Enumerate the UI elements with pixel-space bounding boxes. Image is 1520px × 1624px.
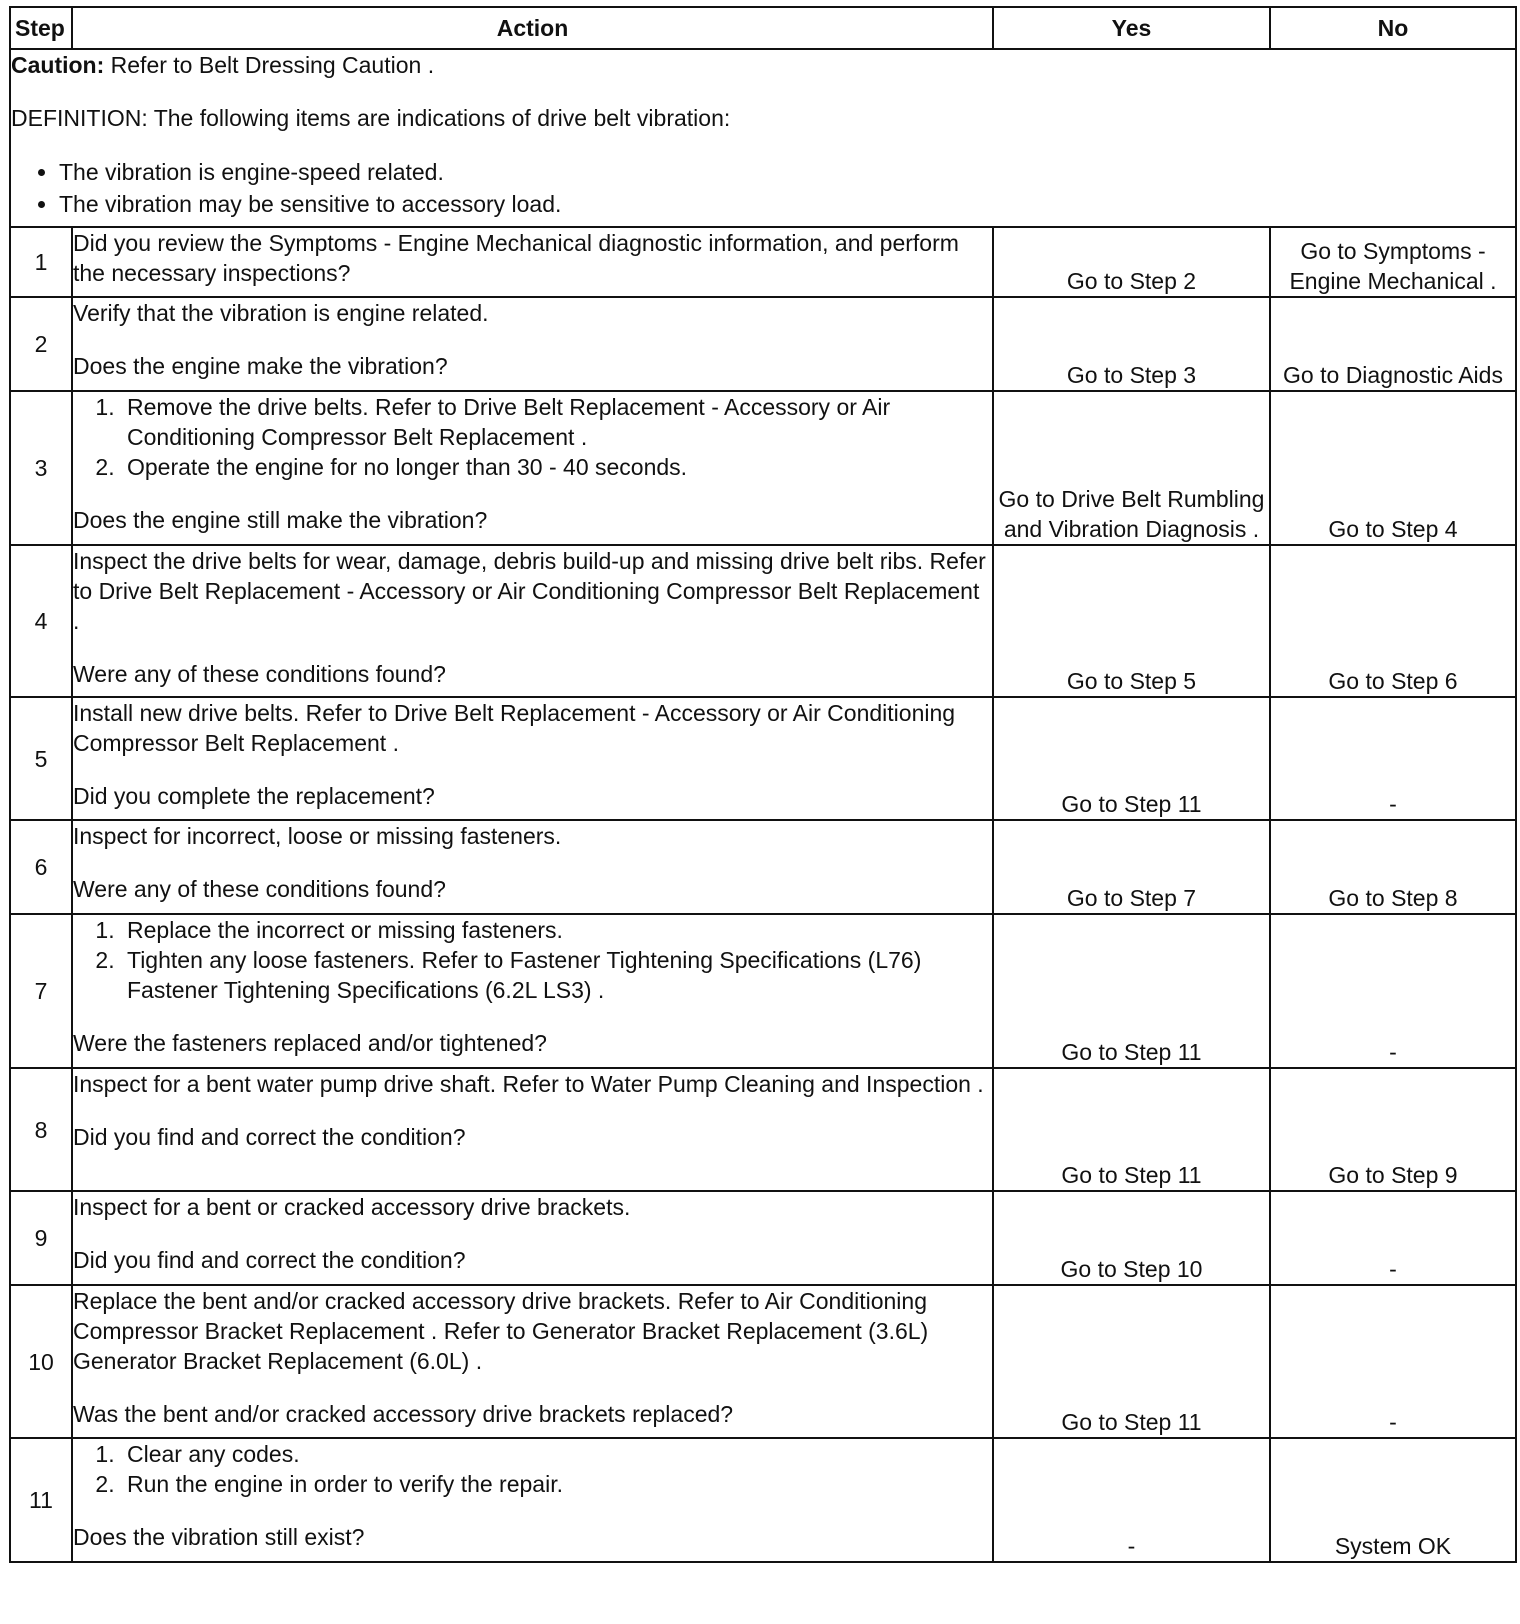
header-action: Action [72,7,993,49]
step-rows [10,227,1516,1562]
action-question: Did you complete the replacement? [73,783,435,809]
step-number: 8 [10,1068,72,1191]
definition-text: DEFINITION: The following items are indications of drive belt vibration: [11,105,731,131]
caution-line [11,50,1515,80]
action-question: Were the fasteners replaced and/or tightened? [73,1030,547,1056]
step-yes-result: Go to Step 7 [993,820,1270,914]
step-action [72,1438,993,1562]
header-step: Step [10,7,72,49]
step-action [72,1068,993,1191]
step-row [10,391,1516,545]
step-number: 2 [10,297,72,391]
step-row [10,820,1516,914]
action-question: Was the bent and/or cracked accessory drive brackets replaced? [73,1401,734,1427]
step-row [10,227,1516,297]
action-text: Inspect for a bent water pump drive shaft. Refer to Water Pump Cleaning and Inspection . [73,1071,984,1097]
step-no-result: Go to Diagnostic Aids [1270,297,1516,391]
action-list-item: 1. Remove the drive belts. Refer to Drive Belt Replacement - Accessory or Air Conditioning Compressor Belt Replacement . [121,392,992,452]
action-text: Inspect for incorrect, loose or missing fasteners. [73,823,562,849]
step-yes-result: Go to Drive Belt Rumbling and Vibration Diagnosis . [993,391,1270,545]
step-row [10,1191,1516,1285]
step-row [10,1285,1516,1438]
definition-bullet: • The vibration is engine-speed related. [59,156,1515,188]
action-list-item: 1. Clear any codes. [121,1439,992,1469]
step-yes-result: Go to Step 10 [993,1191,1270,1285]
step-yes-result: Go to Step 3 [993,297,1270,391]
step-no-result: Go to Step 8 [1270,820,1516,914]
step-number: 3 [10,391,72,545]
action-list [73,1439,992,1499]
step-yes-result: Go to Step 11 [993,697,1270,820]
action-question: Does the engine still make the vibration? [73,507,488,533]
action-list-item: 1. Replace the incorrect or missing fasteners. [121,915,992,945]
step-action [72,227,993,297]
step-action [72,914,993,1068]
step-row [10,914,1516,1068]
action-list [73,392,992,482]
action-text: Did you review the Symptoms - Engine Mechanical diagnostic information, and perform the necessary inspections? [73,230,959,286]
step-action [72,297,993,391]
action-text: Inspect for a bent or cracked accessory drive brackets. [73,1194,631,1220]
step-yes-result: - [993,1438,1270,1562]
step-no-result: Go to Symptoms - Engine Mechanical . [1270,227,1516,297]
step-row [10,697,1516,820]
action-list [73,915,992,1005]
step-number: 6 [10,820,72,914]
step-no-result: - [1270,697,1516,820]
action-text: Verify that the vibration is engine related. [73,300,489,326]
step-number: 10 [10,1285,72,1438]
header-no: No [1270,7,1516,49]
step-number: 11 [10,1438,72,1562]
action-question: Were any of these conditions found? [73,876,446,902]
step-no-result: Go to Step 6 [1270,545,1516,697]
caution-label: Caution: [11,52,105,78]
action-question: Does the engine make the vibration? [73,353,448,379]
step-yes-result: Go to Step 2 [993,227,1270,297]
step-action [72,1191,993,1285]
step-number: 5 [10,697,72,820]
step-action [72,545,993,697]
step-row [10,1438,1516,1562]
preamble-row [10,49,1516,227]
step-no-result: - [1270,914,1516,1068]
definition-bullet: • The vibration may be sensitive to accessory load. [59,188,1515,220]
table-header-row [10,7,1516,49]
step-action [72,820,993,914]
step-yes-result: Go to Step 11 [993,914,1270,1068]
action-text: Replace the bent and/or cracked accessory drive brackets. Refer to Air Conditioning Compressor Bracket Replacement . Refer to Generator Bracket Replacement (3.6L) Generator Bracket Replacement (6.0L) . [73,1288,929,1374]
step-row [10,297,1516,391]
step-number: 9 [10,1191,72,1285]
action-text: Inspect the drive belts for wear, damage, debris build-up and missing drive belt ribs. Refer to Drive Belt Replacement - Accessory or Air Conditioning Compressor Belt Replacement . [73,548,986,634]
step-row [10,545,1516,697]
step-number: 7 [10,914,72,1068]
step-yes-result: Go to Step 5 [993,545,1270,697]
definition-list [11,156,1515,220]
step-row [10,1068,1516,1191]
action-question: Did you find and correct the condition? [73,1124,466,1150]
step-yes-result: Go to Step 11 [993,1285,1270,1438]
step-no-result: - [1270,1285,1516,1438]
preamble-cell [10,49,1516,227]
action-list-item: 2. Operate the engine for no longer than 30 - 40 seconds. [121,452,992,482]
action-text: Install new drive belts. Refer to Drive Belt Replacement - Accessory or Air Conditioning Compressor Belt Replacement . [73,700,956,756]
action-question: Does the vibration still exist? [73,1524,365,1550]
header-yes: Yes [993,7,1270,49]
action-list-item: 2. Tighten any loose fasteners. Refer to Fastener Tightening Specifications (L76) Fastener Tightening Specifications (6.2L LS3) . [121,945,992,1005]
step-yes-result: Go to Step 11 [993,1068,1270,1191]
step-action [72,391,993,545]
action-question: Did you find and correct the condition? [73,1247,466,1273]
step-no-result: Go to Step 4 [1270,391,1516,545]
step-no-result: System OK [1270,1438,1516,1562]
step-no-result: - [1270,1191,1516,1285]
step-number: 4 [10,545,72,697]
step-action [72,697,993,820]
step-no-result: Go to Step 9 [1270,1068,1516,1191]
diagnostic-table [9,6,1517,1563]
step-action [72,1285,993,1438]
action-question: Were any of these conditions found? [73,661,446,687]
action-list-item: 2. Run the engine in order to verify the repair. [121,1469,992,1499]
caution-text: Refer to Belt Dressing Caution . [104,52,435,78]
step-number: 1 [10,227,72,297]
